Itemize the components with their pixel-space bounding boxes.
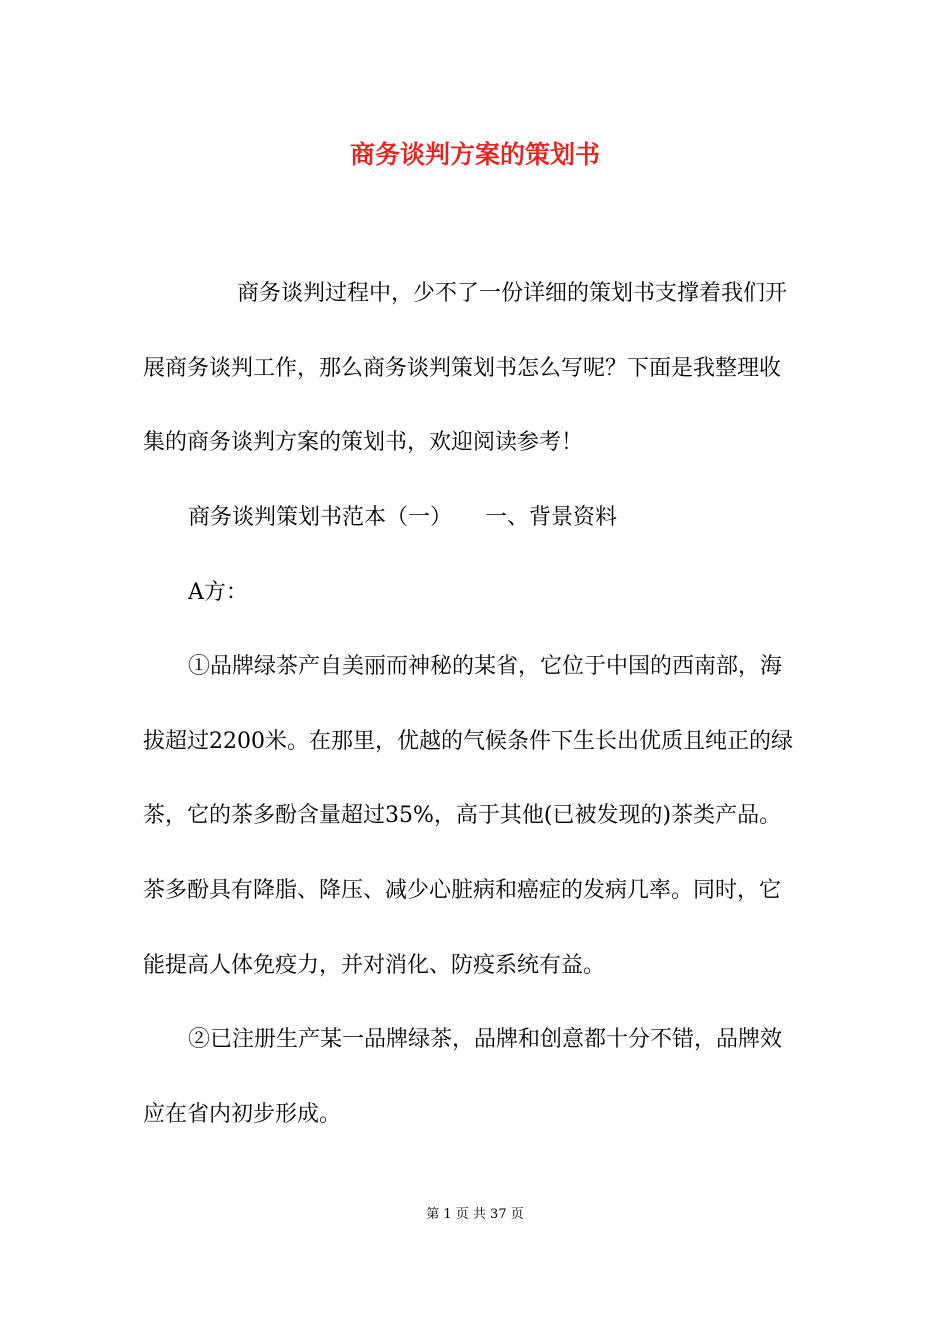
paragraph-line: 拔超过2200米。在那里，优越的气候条件下生长出优质且纯正的绿 bbox=[143, 729, 793, 754]
paragraph-line: 能提高人体免疫力，并对消化、防疫系统有益。 bbox=[143, 953, 606, 978]
paragraph-line: 茶，它的茶多酚含量超过35%，高于其他(已被发现的)茶类产品。 bbox=[143, 803, 782, 828]
paragraph-line: 应在省内初步形成。 bbox=[143, 1102, 342, 1127]
page-number-footer: 第 1 页 共 37 页 bbox=[426, 1207, 524, 1222]
section-heading: 商务谈判策划书范本（一） 一、背景资料 bbox=[188, 505, 618, 530]
document-title: 商务谈判方案的策划书 bbox=[349, 140, 600, 169]
paragraph-line: ①品牌绿茶产自美丽而神秘的某省，它位于中国的西南部，海 bbox=[188, 654, 783, 679]
paragraph-line: ②已注册生产某一品牌绿茶，品牌和创意都十分不错，品牌效 bbox=[188, 1027, 783, 1052]
paragraph-line: 集的商务谈判方案的策划书，欢迎阅读参考！ bbox=[143, 430, 584, 455]
paragraph-line: 展商务谈判工作，那么商务谈判策划书怎么写呢？下面是我整理收 bbox=[143, 356, 782, 381]
paragraph-line: 商务谈判过程中，少不了一份详细的策划书支撑着我们开 bbox=[237, 281, 788, 306]
party-label: A方： bbox=[188, 580, 248, 605]
paragraph-line: 茶多酚具有降脂、降压、减少心脏病和癌症的发病几率。同时，它 bbox=[143, 878, 782, 903]
